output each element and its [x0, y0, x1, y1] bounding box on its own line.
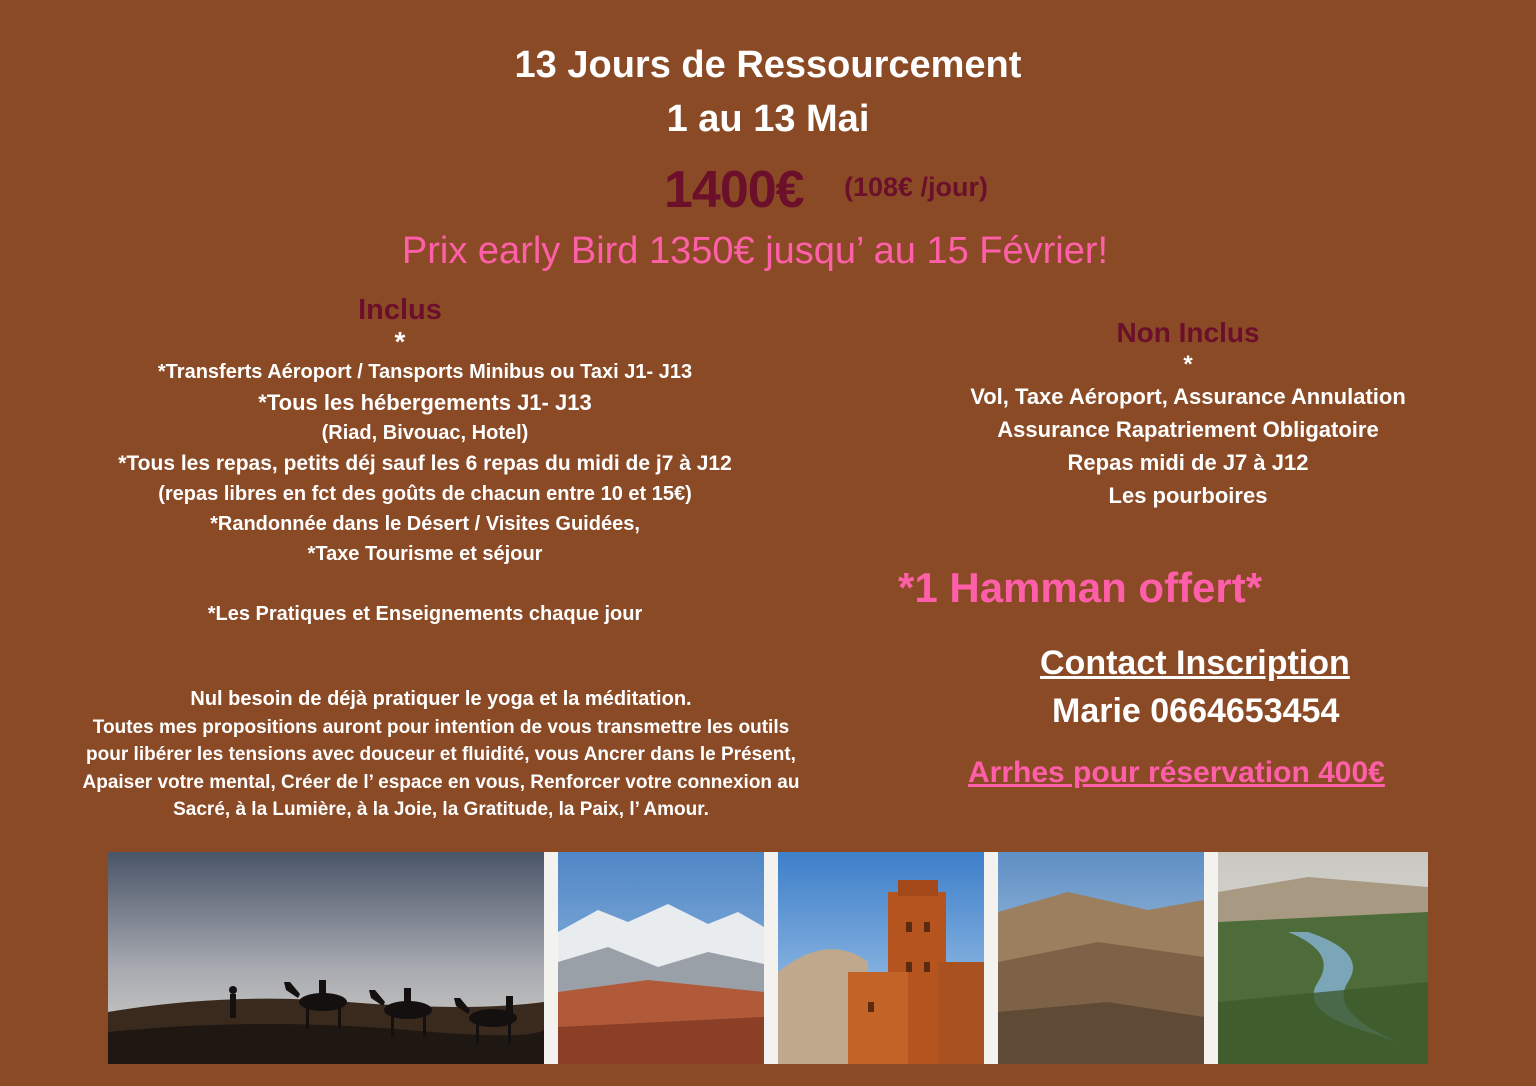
inclus-item: *Randonnée dans le Désert / Visites Guidées, [210, 513, 640, 535]
kasbah-tower-photo [778, 852, 984, 1064]
inclus-item: *Tous les hébergements J1- J13 [258, 390, 592, 415]
non-inclus-star: * [1183, 351, 1193, 378]
inclus-item: *Transferts Aéroport / Tansports Minibus ou Taxi J1- J13 [157, 361, 693, 383]
non-inclus-title: Non Inclus [1116, 317, 1260, 348]
early-bird-offer: Prix early Bird 1350€ jusqu’ au 15 Février! [401, 230, 1109, 272]
description-line: Toutes mes propositions auront pour intention de vous transmettre les outils [92, 716, 790, 738]
oasis-river-valley-photo [1218, 852, 1428, 1064]
inclus-item: *Taxe Tourisme et séjour [307, 543, 543, 565]
photo-strip [108, 852, 1428, 1064]
inclus-item: (repas libres en fct des goûts de chacun entre 10 et 15€) [158, 483, 692, 505]
non-inclus-item: Repas midi de J7 à J12 [1067, 450, 1309, 475]
deposit-link[interactable]: Arrhes pour réservation 400€ [968, 756, 1385, 789]
price: 1400€ [664, 161, 804, 219]
non-inclus-section [880, 316, 1496, 512]
title-line-2-dates: 1 au 13 Mai [666, 98, 870, 140]
inclus-item: *Les Pratiques et Enseignements chaque jour [207, 603, 643, 625]
inclus-star: * [394, 326, 406, 357]
inclus-item: (Riad, Bivouac, Hotel) [321, 422, 529, 444]
description-paragraph [20, 686, 862, 824]
hamman-offer: *1 Hamman offert* [898, 564, 1263, 611]
inclus-title: Inclus [358, 294, 442, 326]
description-line: Sacré, à la Lumière, à la Joie, la Gratitude, la Paix, l’ Amour. [173, 799, 709, 820]
inclus-section [20, 294, 830, 629]
contact-title: Contact Inscription [1040, 644, 1350, 682]
description-line: Apaiser votre mental, Créer de l’ espace en vous, Renforcer votre connexion au [82, 771, 800, 793]
inclus-item: *Tous les repas, petits déj sauf les 6 repas du midi de j7 à J12 [118, 452, 732, 475]
non-inclus-item: Vol, Taxe Aéroport, Assurance Annulation [970, 384, 1406, 409]
description-line: Nul besoin de déjà pratiquer le yoga et la méditation. [190, 688, 692, 710]
price-per-day: (108€ /jour) [844, 172, 989, 202]
description-line: pour libérer les tensions avec douceur et fluidité, vous Ancrer dans le Présent, [86, 744, 796, 765]
contact-name-phone[interactable]: Marie 0664653454 [1052, 692, 1340, 730]
non-inclus-item: Les pourboires [1108, 483, 1268, 508]
title-line-1: 13 Jours de Ressourcement [514, 44, 1022, 86]
snowy-mountains-photo [558, 852, 764, 1064]
non-inclus-item: Assurance Rapatriement Obligatoire [997, 417, 1379, 442]
desert-camel-caravan-photo [108, 852, 545, 1064]
rocky-valley-photo [998, 852, 1204, 1064]
